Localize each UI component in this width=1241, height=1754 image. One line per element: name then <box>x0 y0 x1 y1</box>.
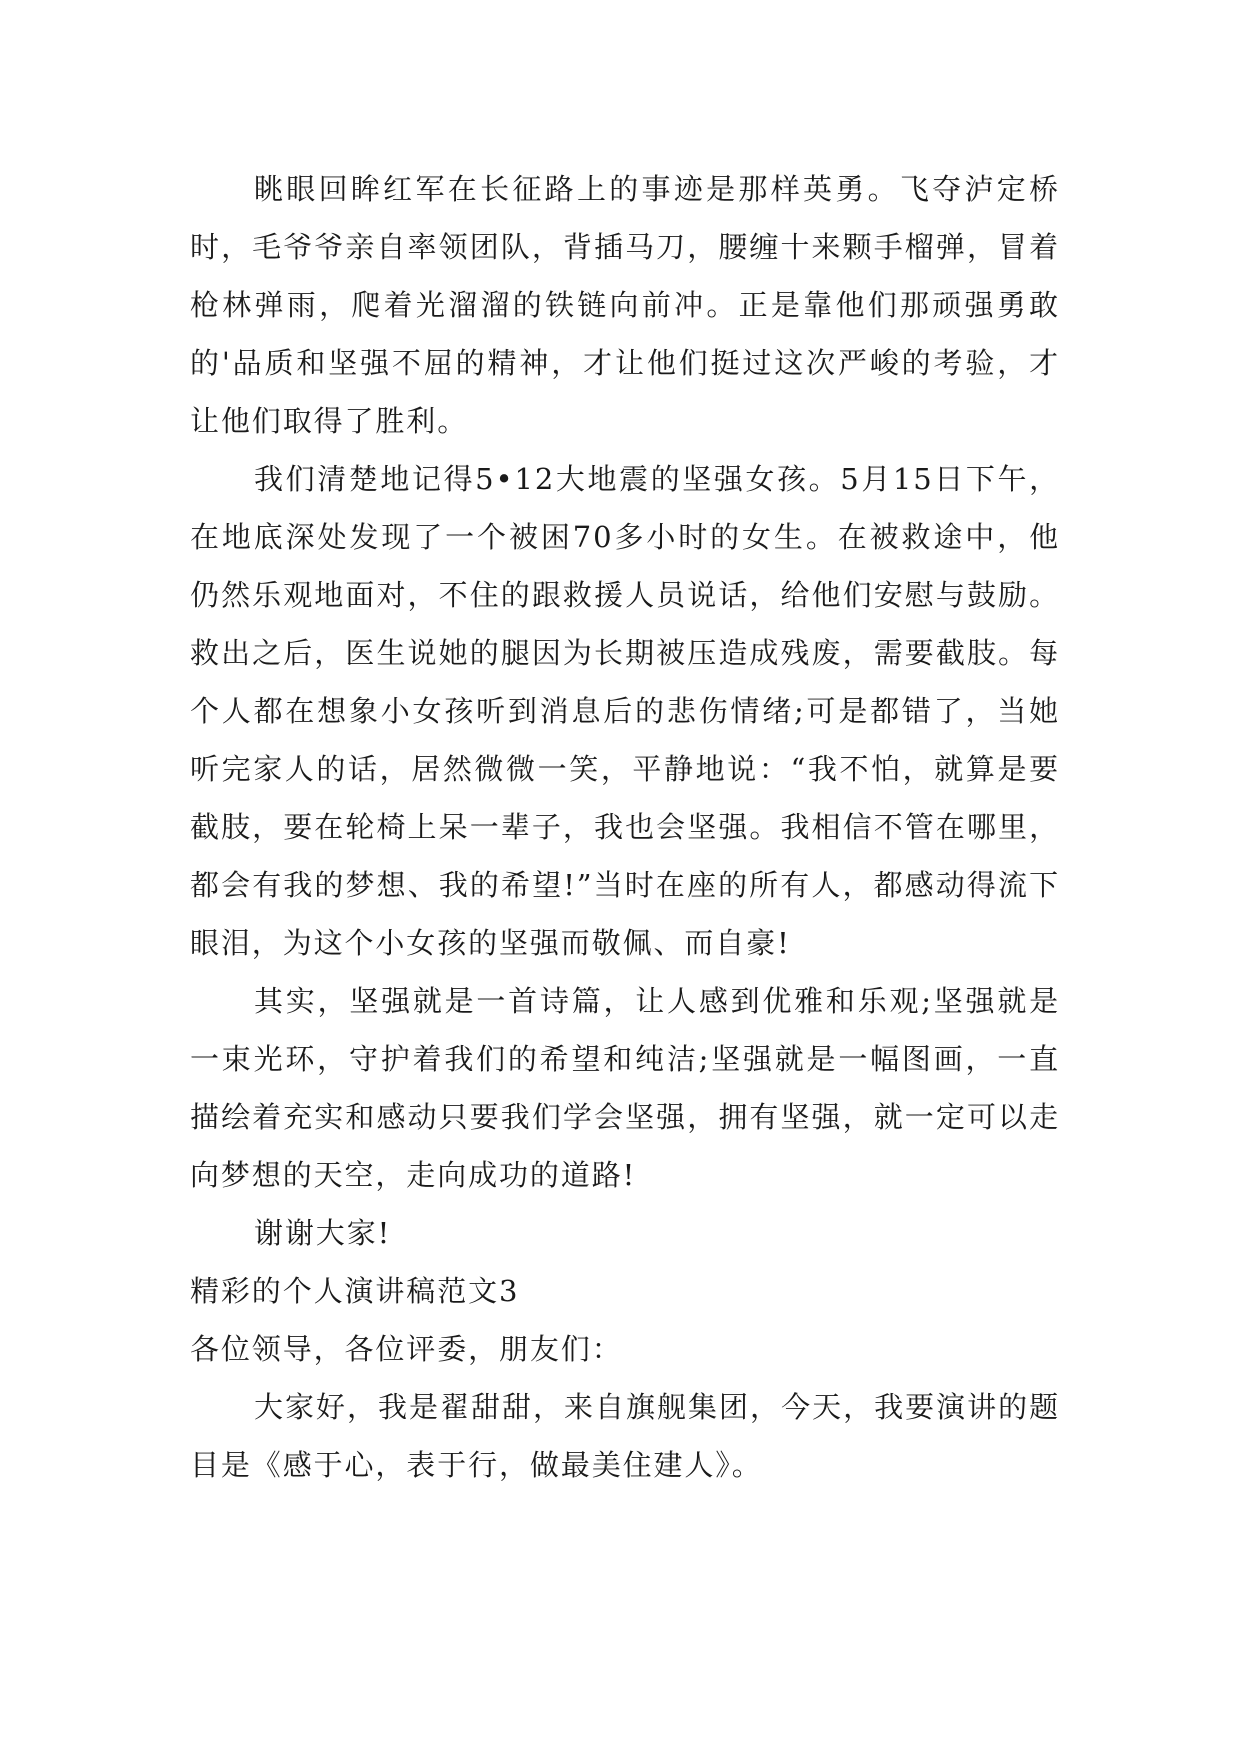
paragraph-strength-poem: 其实，坚强就是一首诗篇，让人感到优雅和乐观;坚强就是一束光环，守护着我们的希望和纯洁;坚强就是一幅图画，一直描绘着充实和感动只要我们学会坚强，拥有坚强，就一定可以走向梦想的天空，走向成功的道路! <box>190 984 1060 1192</box>
document-body <box>190 160 1060 1494</box>
salutation: 各位领导，各位评委，朋友们： <box>190 1332 623 1366</box>
paragraph-introduction: 大家好，我是翟甜甜，来自旗舰集团，今天，我要演讲的题目是《感于心，表于行，做最美住建人》。 <box>190 1390 1060 1482</box>
section-heading: 精彩的个人演讲稿范文3 <box>190 1274 520 1308</box>
paragraph-thanks: 谢谢大家! <box>254 1216 392 1250</box>
paragraph-red-army: 眺眼回眸红军在长征路上的事迹是那样英勇。飞夺泸定桥时，毛爷爷亲自率领团队，背插马刀，腰缠十来颗手榴弹，冒着枪林弹雨，爬着光溜溜的铁链向前冲。正是靠他们那顽强勇敢的'品质和坚强不屈的精神，才让他们挺过这次严峻的考验，才让他们取得了胜利。 <box>190 172 1060 438</box>
paragraph-earthquake-girl: 我们清楚地记得5•12大地震的坚强女孩。5月15日下午，在地底深处发现了一个被困70多小时的女生。在被救途中，他仍然乐观地面对，不住的跟救援人员说话，给他们安慰与鼓励。救出之后，医生说她的腿因为长期被压造成残废，需要截肢。每个人都在想象小女孩听到消息后的悲伤情绪;可是都错了，当她听完家人的话，居然微微一笑，平静地说：“我不怕，就算是要截肢，要在轮椅上呆一辈子，我也会坚强。我相信不管在哪里，都会有我的梦想、我的希望!”当时在座的所有人，都感动得流下眼泪，为这个小女孩的坚强而敬佩、而自豪! <box>190 462 1060 960</box>
